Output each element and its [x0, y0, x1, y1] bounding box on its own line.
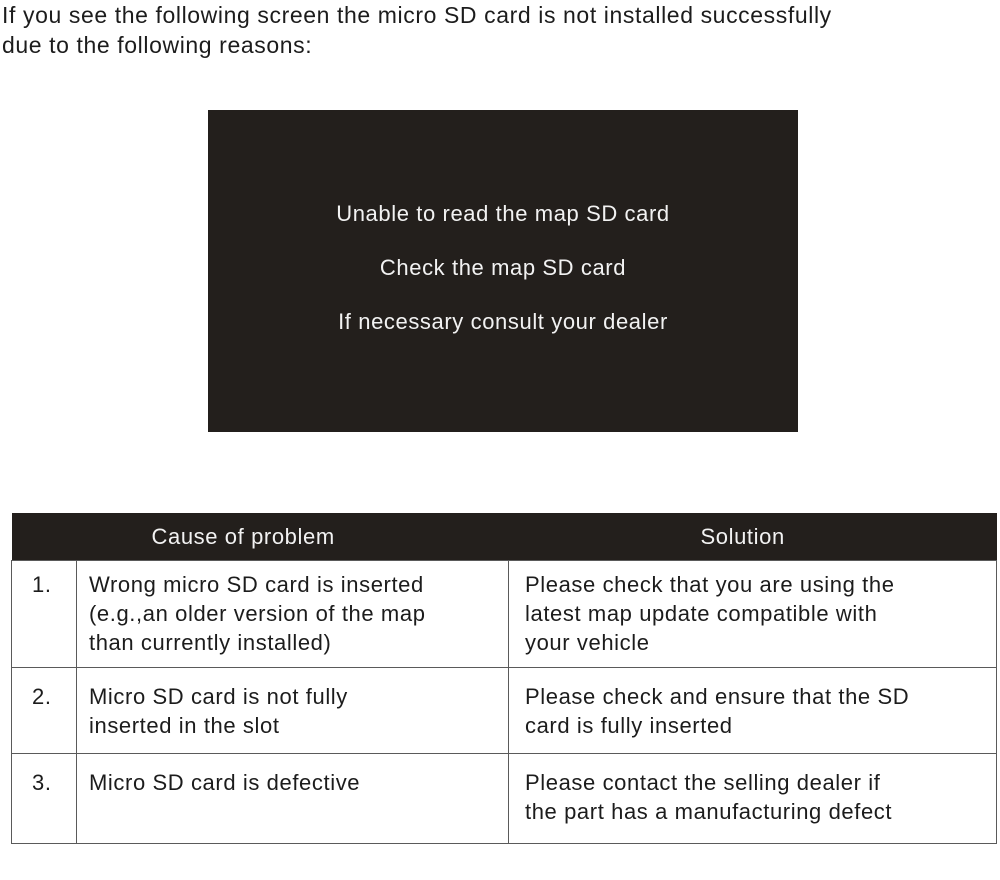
cause-cell: [77, 668, 509, 754]
intro-text: [2, 0, 992, 60]
solution-line: latest map update compatible with: [525, 601, 878, 626]
cause-line: (e.g.,an older version of the map: [89, 601, 426, 626]
solution-line: Please check that you are using the: [525, 572, 895, 597]
cause-line: Wrong micro SD card is inserted: [89, 572, 424, 597]
cause-cell: [77, 754, 509, 844]
solution-line: your vehicle: [525, 630, 650, 655]
row-number: 1.: [12, 561, 77, 668]
error-message-line-2: Check the map SD card: [379, 255, 627, 280]
header-solution: Solution: [509, 513, 997, 561]
cause-line: than currently installed): [89, 630, 332, 655]
troubleshooting-table: [11, 513, 997, 844]
solution-cell: [509, 668, 997, 754]
cause-line: inserted in the slot: [89, 713, 280, 738]
table-header: [12, 513, 997, 561]
cause-line: Micro SD card is defective: [89, 770, 361, 795]
error-message-line-3: If necessary consult your dealer: [338, 309, 668, 334]
solution-cell: [509, 754, 997, 844]
intro-line-2: due to the following reasons:: [2, 32, 313, 58]
cause-cell: [77, 561, 509, 668]
header-number: [12, 513, 77, 561]
table-row: [12, 754, 997, 844]
table-row: [12, 668, 997, 754]
cause-line: Micro SD card is not fully: [89, 684, 348, 709]
header-cause: Cause of problem: [77, 513, 509, 561]
solution-line: Please check and ensure that the SD: [525, 684, 910, 709]
error-screen-illustration: [208, 110, 798, 432]
intro-line-1: If you see the following screen the micro SD card is not installed successfully: [2, 2, 832, 28]
row-number: 3.: [12, 754, 77, 844]
solution-line: Please contact the selling dealer if: [525, 770, 881, 795]
solution-cell: [509, 561, 997, 668]
error-message-line-1: Unable to read the map SD card: [336, 201, 670, 226]
row-number: 2.: [12, 668, 77, 754]
table-row: [12, 561, 997, 668]
solution-line: card is fully inserted: [525, 713, 733, 738]
solution-line: the part has a manufacturing defect: [525, 799, 893, 824]
